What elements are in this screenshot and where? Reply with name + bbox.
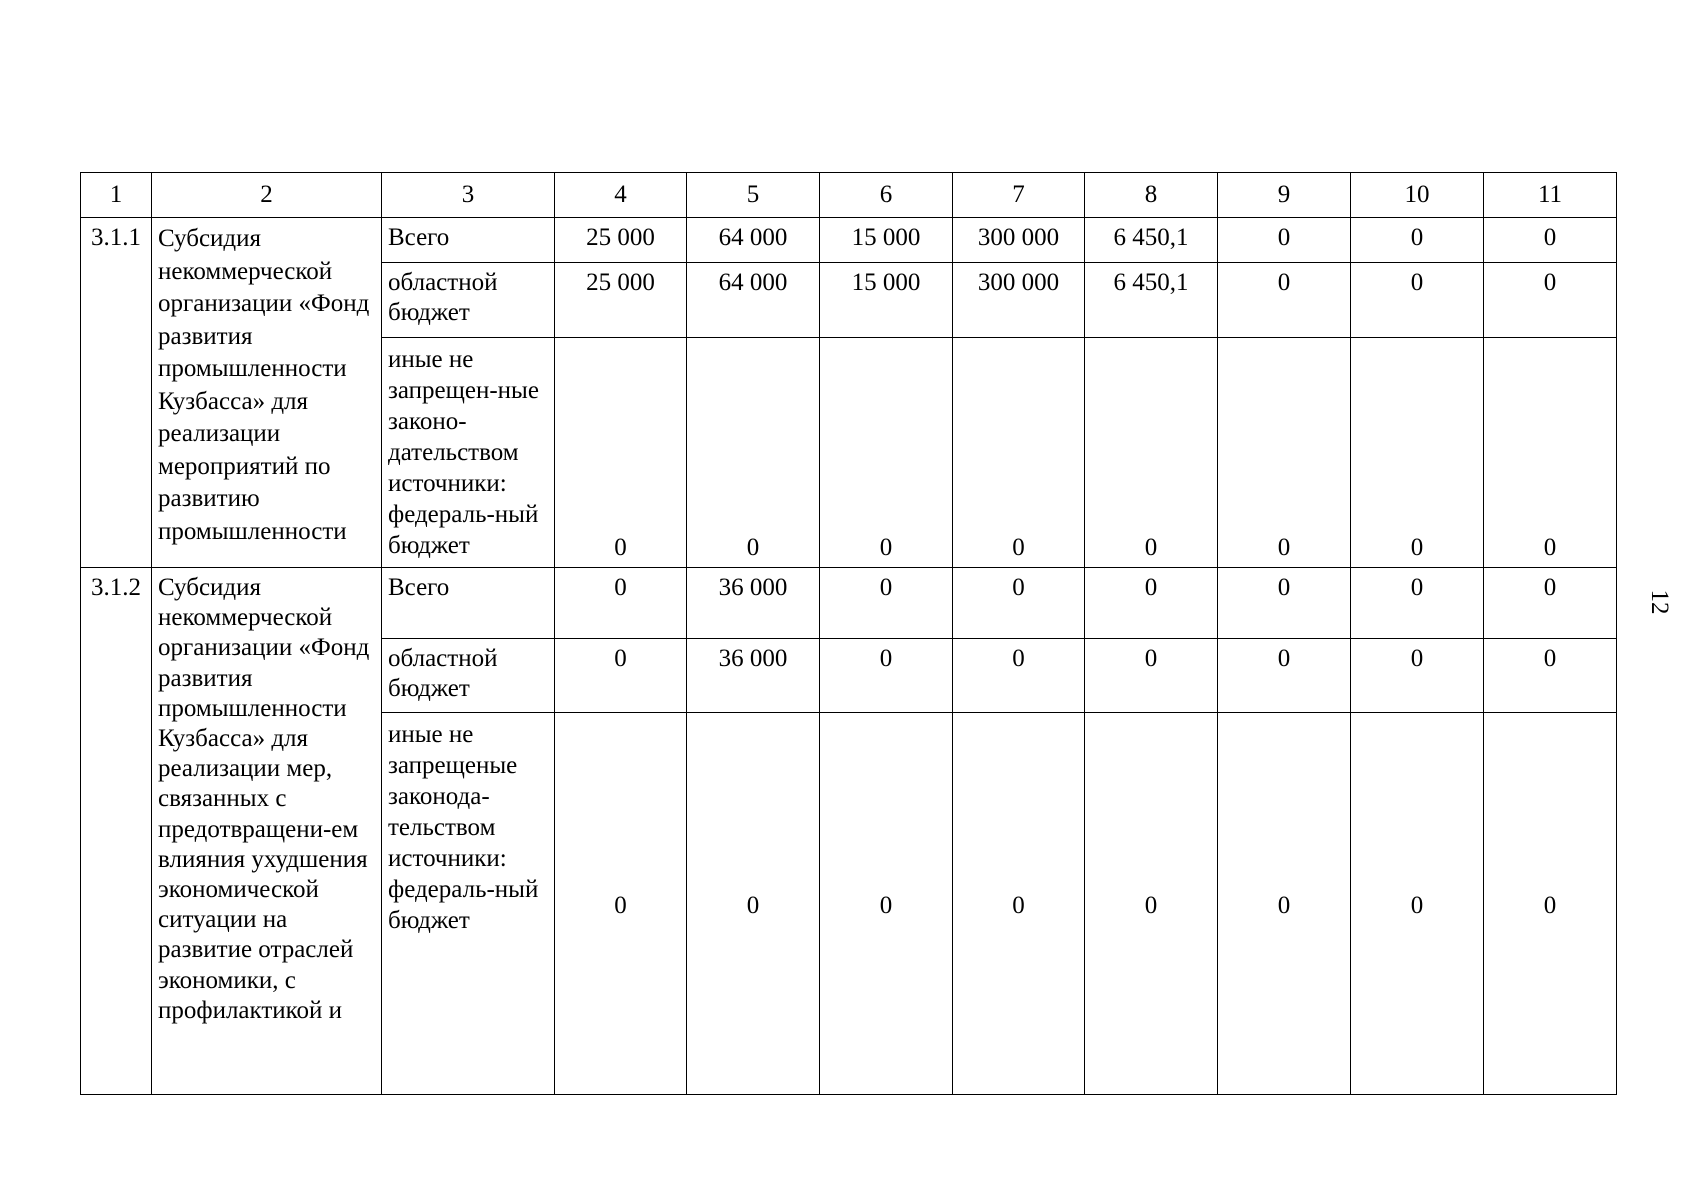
value-cell: 36 000: [687, 568, 820, 639]
value-cell: 0: [1351, 713, 1484, 1095]
value-cell: 0: [820, 338, 953, 568]
value-cell: 0: [1218, 713, 1351, 1095]
value-cell: 0: [1484, 338, 1617, 568]
value-cell: 0: [1484, 218, 1617, 263]
table-row: [81, 218, 1617, 263]
value-cell: 0: [953, 713, 1085, 1095]
value-cell: 0: [1218, 568, 1351, 639]
table-row: [81, 568, 1617, 639]
value-cell: 36 000: [687, 639, 820, 713]
value-cell: 0: [1085, 568, 1218, 639]
value-cell: 0: [1351, 639, 1484, 713]
value-cell: 6 450,1: [1085, 218, 1218, 263]
funding-source: областной бюджет: [382, 639, 555, 713]
column-number: 11: [1484, 173, 1617, 218]
funding-source: Всего: [382, 218, 555, 263]
column-number: 10: [1351, 173, 1484, 218]
value-cell: 0: [820, 639, 953, 713]
value-cell: 0: [1351, 338, 1484, 568]
value-cell: 0: [953, 639, 1085, 713]
column-number: 3: [382, 173, 555, 218]
value-cell: 15 000: [820, 218, 953, 263]
value-cell: 0: [687, 338, 820, 568]
measure-code: 3.1.2: [81, 568, 152, 1095]
value-cell: 0: [953, 338, 1085, 568]
value-cell: 64 000: [687, 263, 820, 338]
value-cell: 0: [1085, 639, 1218, 713]
value-cell: 0: [820, 568, 953, 639]
program-funding-table: [80, 172, 1617, 1095]
value-cell: 0: [1085, 338, 1218, 568]
column-number: 2: [152, 173, 382, 218]
value-cell: 6 450,1: [1085, 263, 1218, 338]
column-number: 8: [1085, 173, 1218, 218]
column-number: 6: [820, 173, 953, 218]
funding-source: иные не запрещен-ные законо-дательством источники: федераль-ный бюджет: [382, 338, 555, 568]
funding-source: областной бюджет: [382, 263, 555, 338]
page-number: 12: [1646, 589, 1673, 615]
value-cell: 0: [1484, 713, 1617, 1095]
value-cell: 0: [1351, 568, 1484, 639]
column-number: 4: [555, 173, 687, 218]
value-cell: 0: [555, 713, 687, 1095]
measure-code: 3.1.1: [81, 218, 152, 568]
value-cell: 0: [1484, 568, 1617, 639]
value-cell: 25 000: [555, 218, 687, 263]
measure-name: Субсидия некоммерческой организации «Фонд развития промышленности Кузбасса» для реализации мер, связанных с предотвращени-ем влияния ухудшения экономической ситуации на развитие отраслей экономики, с профилактикой и: [152, 568, 382, 1095]
value-cell: 0: [1351, 218, 1484, 263]
value-cell: 0: [953, 568, 1085, 639]
column-number: 9: [1218, 173, 1351, 218]
measure-name: Субсидия некоммерческой организации «Фонд развития промышленности Кузбасса» для реализации мероприятий по развитию промышленности: [152, 218, 382, 568]
column-number: 5: [687, 173, 820, 218]
value-cell: 300 000: [953, 263, 1085, 338]
value-cell: 0: [1484, 263, 1617, 338]
value-cell: 0: [1218, 338, 1351, 568]
column-number-row: [81, 173, 1617, 218]
value-cell: 25 000: [555, 263, 687, 338]
value-cell: 0: [1218, 263, 1351, 338]
value-cell: 0: [1484, 639, 1617, 713]
value-cell: 0: [687, 713, 820, 1095]
value-cell: 0: [1085, 713, 1218, 1095]
value-cell: 300 000: [953, 218, 1085, 263]
column-number: 1: [81, 173, 152, 218]
value-cell: 0: [820, 713, 953, 1095]
funding-source: иные не запрещеные законода-тельством источники: федераль-ный бюджет: [382, 713, 555, 1095]
column-number: 7: [953, 173, 1085, 218]
value-cell: 0: [555, 338, 687, 568]
value-cell: 0: [1218, 639, 1351, 713]
value-cell: 0: [1351, 263, 1484, 338]
value-cell: 0: [555, 568, 687, 639]
value-cell: 0: [555, 639, 687, 713]
value-cell: 64 000: [687, 218, 820, 263]
funding-source: Всего: [382, 568, 555, 639]
value-cell: 0: [1218, 218, 1351, 263]
value-cell: 15 000: [820, 263, 953, 338]
